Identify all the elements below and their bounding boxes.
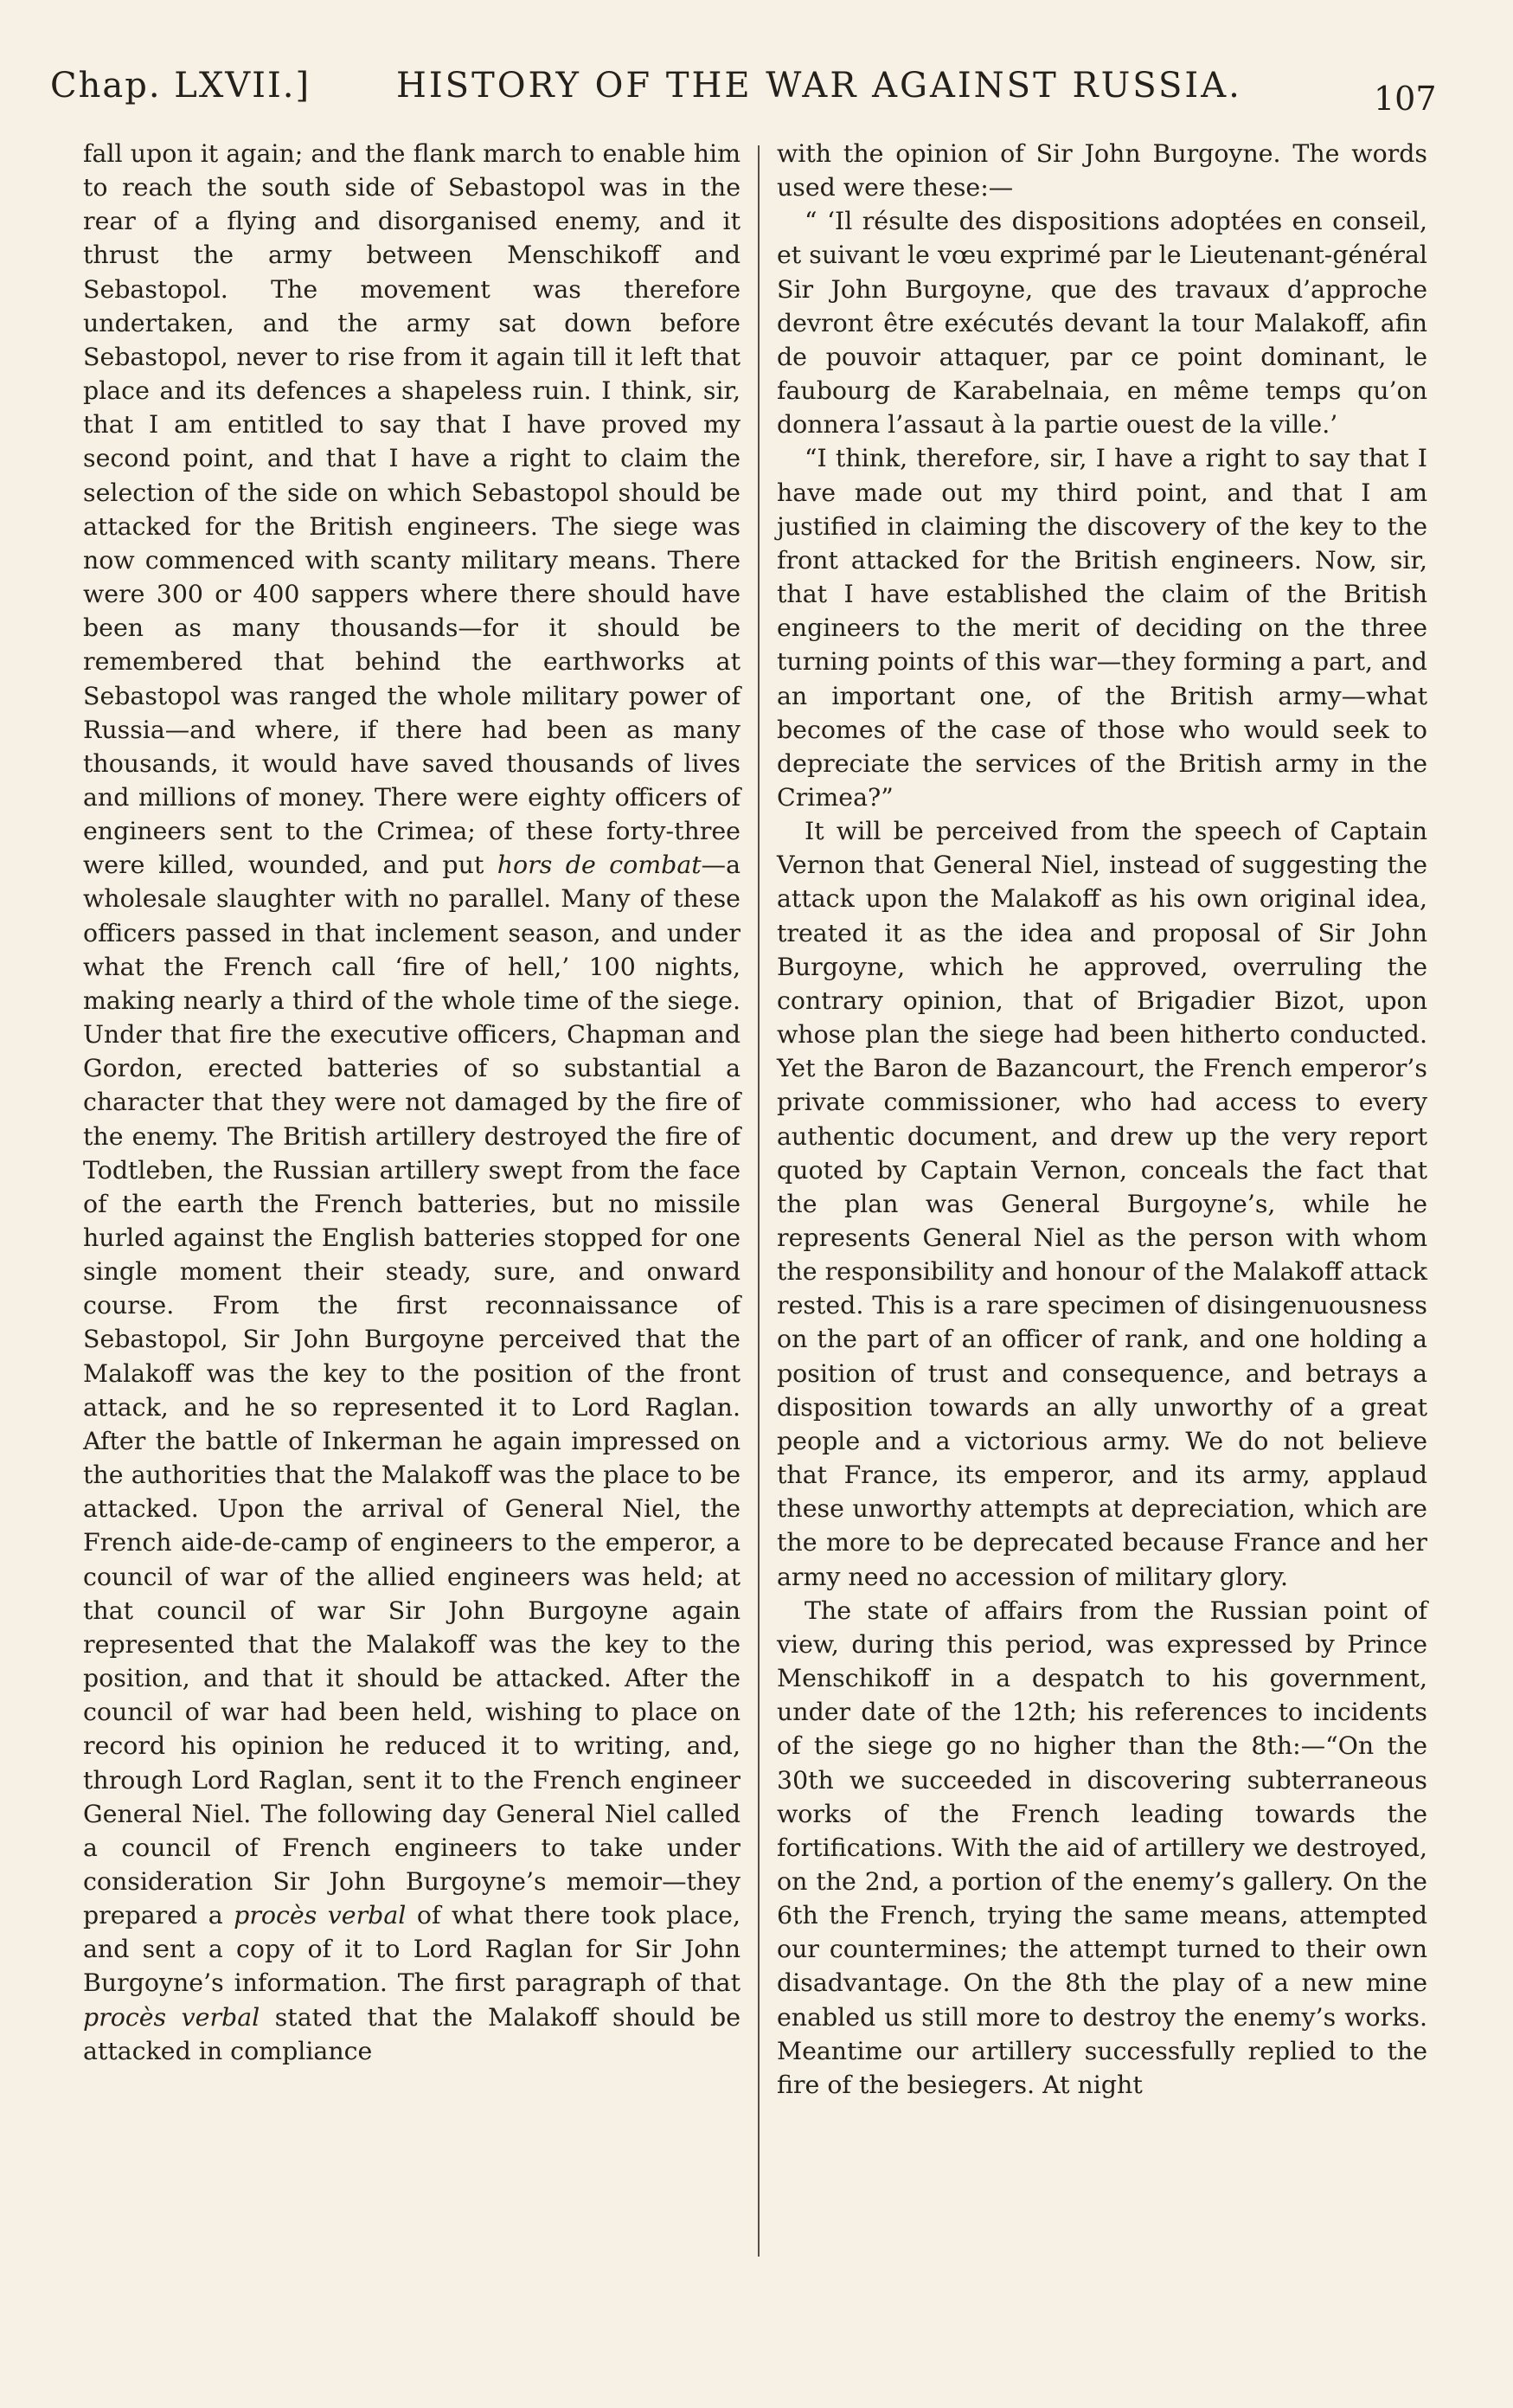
paragraph: It will be perceived from the speech of Captain Vernon that General Niel, instead of suggesting the attack upon the Malakoff as his own original idea, treated it as the idea and proposal of Sir John Burgoyne, which he approved, overruling the contrary opinion, that of Brigadier Bizot, upon whose plan the siege had been hitherto conducted. Yet the Baron de Bazancourt, the French emperor’s private commissioner, who had access to every authentic document, and drew up the very report quoted by Captain Vernon, conceals the fact that the plan was General Burgoyne’s, while he represents General Niel as the person with whom the responsibility and honour of the Malakoff attack rested. This is a rare specimen of disingenuousness on the part of an officer of rank, and one holding a position of trust and consequence, and betrays a disposition towards an ally unworthy of a great people and a victorious army. We do not believe that France, its emperor, and its army, applaud these unworthy attempts at depreciation, which are the more to be deprecated because France and her army need no accession of military glory.: [777, 817, 1427, 1591]
text-run: —a wholesale slaughter with no parallel. Many of these officers passed in that inclement season, and under what the French call ‘fire of hell,’ 100 nights, making nearly a third of the whole time of the siege. Under that fire the executive officers, Chapman and Gordon, erected batteries of so substantial a character that they were not damaged by the fire of the enemy. The British artillery destroyed the fire of Todtleben, the Russian artillery swept from the face of the earth the French batteries, but no missile hurled against the English batteries stopped for one single moment their steady, sure, and onward course. From the first reconnaissance of Sebastopol, Sir John Burgoyne perceived that the Malakoff was the key to the position of the front attack, and he so represented it to Lord Raglan. After the battle of Inkerman he again impressed on the authorities that the Malakoff was the place to be attacked. Upon the arrival of General Niel, the French aide-de-camp of engineers to the emperor, a council of war of the allied engineers was held; at that council of war Sir John Burgoyne again represented that the Malakoff was the key to the position, and that it should be attacked. After the council of war had been held, wishing to place on record his opinion he reduced it to writing, and, through Lord Raglan, sent it to the French engineer General Niel. The following day General Niel called a council of French engineers to take under consideration Sir John Burgoyne’s memoir—they prepared a: [83, 851, 740, 1930]
chapter-label: Chap. LXVII.]: [50, 66, 311, 106]
left-column: [83, 137, 740, 2068]
right-column: [777, 137, 1427, 2102]
column-divider: [758, 145, 760, 2257]
text-run: fall upon it again; and the flank march to enable him to reach the south side of Sebastopol was in the rear of a flying and disorganised enemy, and it thrust the army between Menschikoff and Sebastopol. The movement was therefore undertaken, and the army sat down before Sebastopol, never to rise from it again till it left that place and its defences a shapeless ruin. I think, sir, that I am entitled to say that I have proved my second point, and that I have a right to claim the selection of the side on which Sebastopol should be attacked for the British engineers. The siege was now commenced with scanty military means. There were 300 or 400 sappers where there should have been as many thousands—for it should be remembered that behind the earthworks at Sebastopol was ranged the whole military power of Russia—and where, if there had been as many thousands, it would have saved thousands of lives and millions of money. There were eighty officers of engineers sent to the Crimea; of these forty-three were killed, wounded, and put: [83, 139, 740, 880]
text-run: stated that the Malakoff should be attacked in compliance: [83, 2002, 740, 2065]
paragraph: [83, 137, 740, 2068]
running-title: HISTORY OF THE WAR AGAINST RUSSIA.: [396, 66, 1242, 106]
page-number: 107: [1374, 80, 1437, 118]
french-quote-paragraph: “ ‘Il résulte des dispositions adoptées en conseil, et suivant le vœu exprimé par le Lieutenant-général Sir John Burgoyne, que des travaux d’approche devront être exécutés devant la tour Malakoff, afin de pouvoir attaquer, par ce point dominant, le faubourg de Karabelnaia, en même temps qu’on donnera l’assaut à la partie ouest de la ville.’: [777, 207, 1427, 440]
italic-phrase: hors de combat: [497, 851, 702, 880]
italic-phrase: procès verbal: [234, 1901, 407, 1930]
paragraph: “I think, therefore, sir, I have a right to say that I have made out my third point, and that I am justified in claiming the discovery of the key to the front attacked for the British engineers. Now, sir, that I have established the claim of the British engineers to the merit of deciding on the three turning points of this war—they forming a part, and an important one, of the British army—what becomes of the case of those who would seek to depreciate the services of the British army in the Crimea?”: [777, 444, 1427, 812]
running-header: [50, 59, 1437, 119]
italic-phrase: procès verbal: [83, 2002, 260, 2032]
paragraph: with the opinion of Sir John Burgoyne. The words used were these:—: [777, 139, 1427, 202]
text-run: of what there took place, and sent a copy of it to Lord Raglan for Sir John Burgoyne’s information. The first paragraph of that: [83, 1901, 741, 1998]
paragraph: The state of affairs from the Russian point of view, during this period, was expressed by Prince Menschikoff in a despatch to his government, under date of the 12th; his references to incidents of the siege go no higher than the 8th:—“On the 30th we succeeded in discovering subterraneous works of the French leading towards the fortifications. With the aid of artillery we destroyed, on the 2nd, a portion of the enemy’s gallery. On the 6th the French, trying the same means, attempted our countermines; the attempt turned to their own disadvantage. On the 8th the play of a new mine enabled us still more to destroy the enemy’s works. Meantime our artillery successfully replied to the fire of the besiegers. At night: [777, 1596, 1427, 2099]
